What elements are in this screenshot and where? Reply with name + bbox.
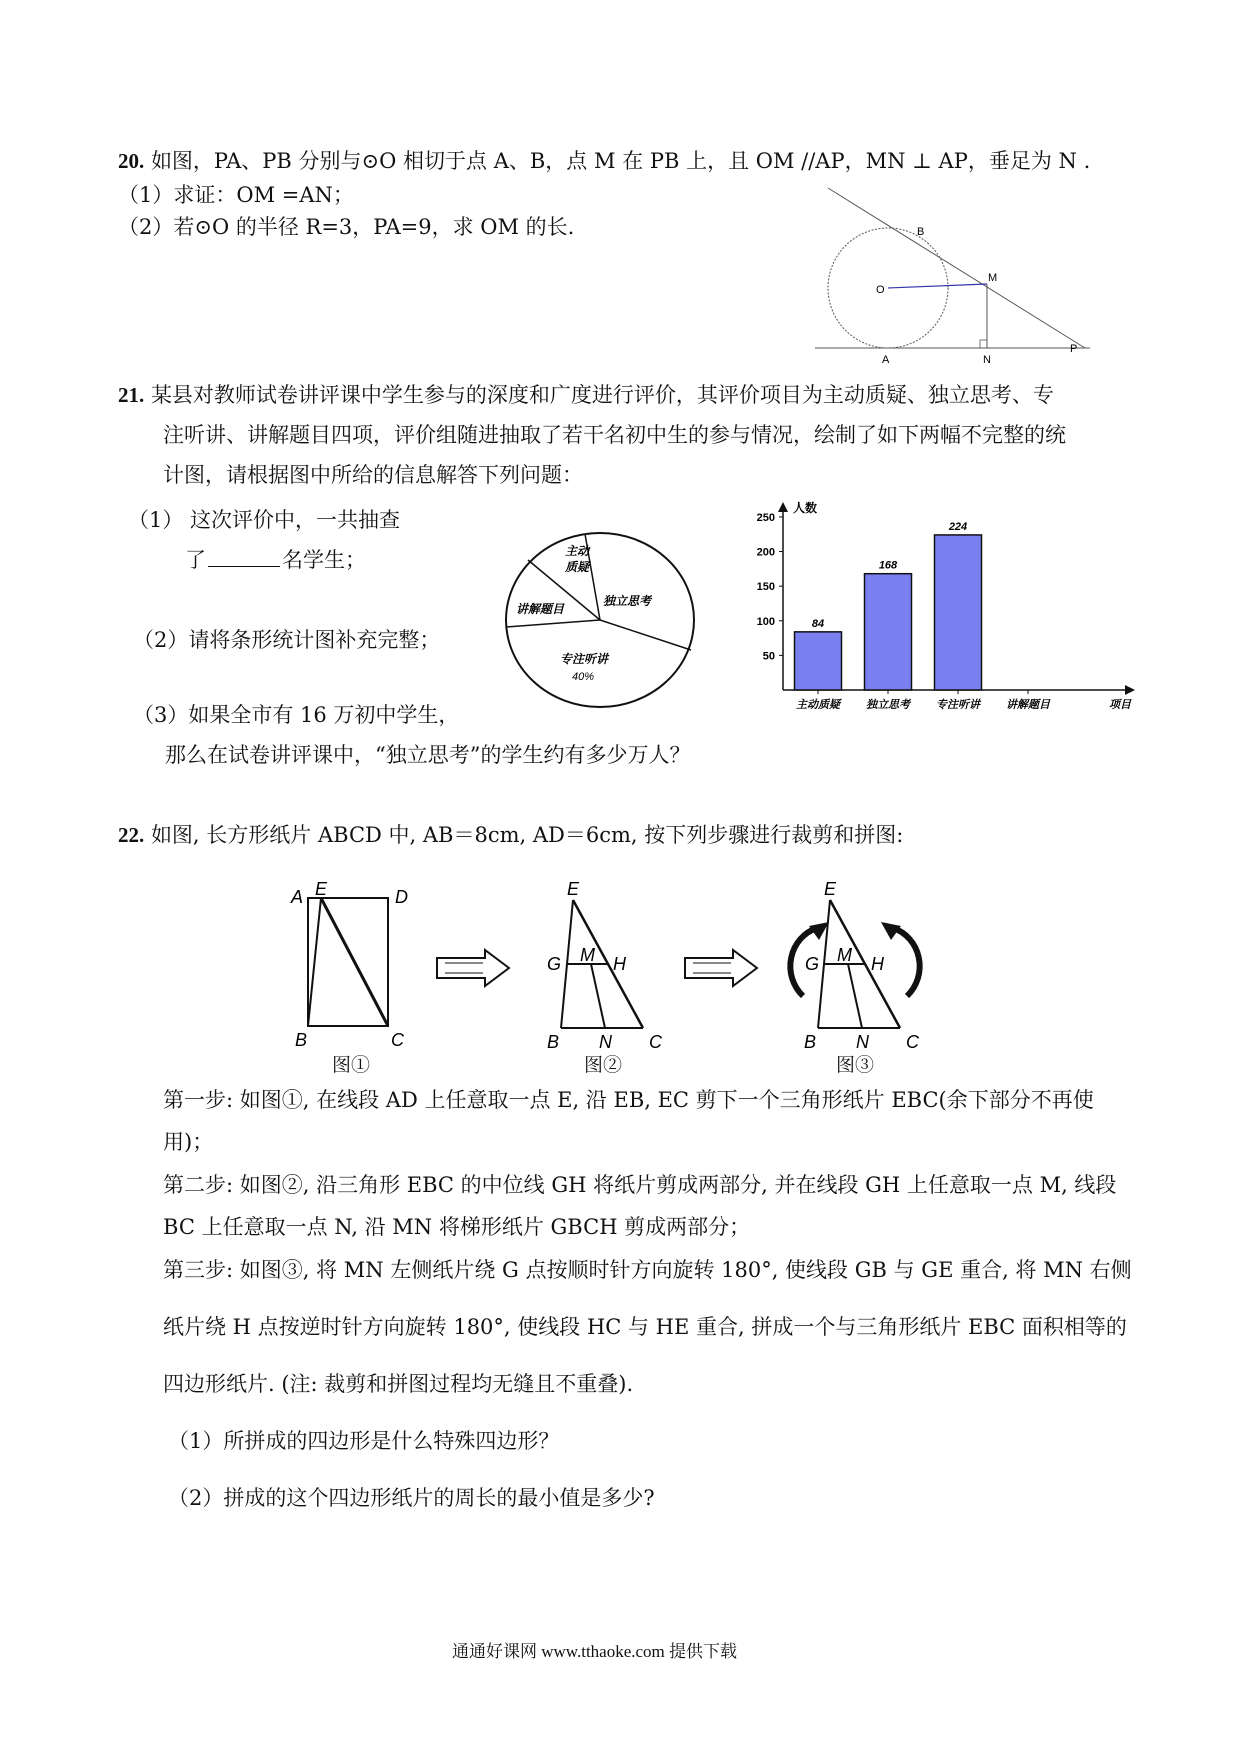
fig2-caption: 图② <box>584 1054 623 1076</box>
q22-step3b: 纸片绕 H 点按逆时针方向旋转 180°, 使线段 HC 与 HE 重合, 拼成一个与三角形纸片 EBC 面积相等的 <box>163 1315 1127 1339</box>
q21-line2: 注听讲、讲解题目四项，评价组随进抽取了若干名初中生的参与情况，绘制了如下两幅不完整的统 <box>163 423 1066 447</box>
bar-categories <box>796 690 1051 711</box>
fig2-label-E: E <box>567 879 580 899</box>
x-category-label: 专注听讲 <box>936 699 980 711</box>
bar <box>795 632 842 690</box>
bar <box>865 574 912 690</box>
q21-line3: 计图，请根据图中所给的信息解答下列问题： <box>163 463 583 487</box>
q20-sub2: （2）若⊙O 的半径 R=3，PA=9，求 OM 的长. <box>118 215 575 239</box>
q21-pie-chart <box>500 525 700 715</box>
bar-value-label: 224 <box>948 520 968 533</box>
fig3-label-G: G <box>805 954 820 974</box>
y-tick-label: 100 <box>756 615 775 628</box>
pie-label-s2: 独立思考 <box>603 594 652 608</box>
fig2-label-M: M <box>580 945 595 965</box>
q20-label-P: P <box>1070 343 1078 355</box>
bar-value-label: 168 <box>878 559 898 572</box>
q21-sub1a: （1） 这次评价中，一共抽查 <box>128 508 401 532</box>
q21-bar-chart <box>745 500 1135 725</box>
q22-step2b: BC 上任意取一点 N, 沿 MN 将梯形纸片 GBCH 剪成两部分； <box>163 1215 751 1239</box>
y-tick-label: 250 <box>756 511 775 524</box>
fig1-label-B: B <box>295 1030 308 1050</box>
pie-label-s3-pct: 40% <box>572 671 595 683</box>
fig3-label-M: M <box>837 945 852 965</box>
q22-figure-3 <box>775 878 935 1058</box>
fig2-label-B: B <box>547 1032 560 1052</box>
q22-step3a: 第三步: 如图③, 将 MN 左侧纸片绕 G 点按顺时针方向旋转 180°, 使线段 GB 与 GE 重合, 将 MN 右侧 <box>163 1258 1132 1282</box>
fig3-caption: 图③ <box>836 1054 875 1076</box>
q20-label-O: O <box>876 284 885 296</box>
q21-sub3b: 那么在试卷讲评课中，“独立思考”的学生约有多少万人？ <box>165 743 691 767</box>
q22-step2a: 第二步: 如图②, 沿三角形 EBC 的中位线 GH 将纸片剪成两部分, 并在线段 GH 上任意取一点 M, 线段 <box>163 1173 1117 1197</box>
fig1-caption: 图① <box>332 1054 371 1076</box>
rotate-counterclockwise-arc <box>893 928 920 996</box>
q20-label-A: A <box>882 354 890 365</box>
fig3-label-E: E <box>824 879 837 899</box>
fig1-label-C: C <box>391 1030 404 1050</box>
fig3-label-C: C <box>906 1032 919 1052</box>
pie-label-s4: 讲解题目 <box>516 602 565 616</box>
fig3-label-B: B <box>804 1032 817 1052</box>
q21-line1: 21. 某县对教师试卷讲评课中学生参与的深度和广度进行评价，其评价项目为主动质疑、独立思考、专 <box>118 383 1054 407</box>
q22-sub2: （2）拼成的这个四边形纸片的周长的最小值是多少? <box>168 1486 655 1510</box>
q22-figure-2 <box>533 878 678 1058</box>
pie-label-s1b: 质疑 <box>565 560 590 574</box>
x-category-label: 讲解题目 <box>1006 699 1050 711</box>
fig3-label-N: N <box>856 1032 869 1052</box>
q20-label-B: B <box>917 226 925 238</box>
right-arrow-icon <box>435 948 515 988</box>
q20-label-N: N <box>983 354 991 365</box>
y-tick-label: 200 <box>756 546 775 559</box>
q20-figure <box>810 180 1100 365</box>
q22-sub1: （1）所拼成的四边形是什么特殊四边形？ <box>168 1429 560 1453</box>
bar-ylabel: 人数 <box>793 501 818 515</box>
y-tick-label: 50 <box>762 650 775 663</box>
q22-step1a: 第一步: 如图①, 在线段 AD 上任意取一点 E, 沿 EB, EC 剪下一个三角形纸片 EBC(余下部分不再使 <box>163 1088 1094 1112</box>
pie-label-s3: 专注听讲 <box>560 652 609 666</box>
bar <box>935 535 982 690</box>
fig2-label-N: N <box>599 1032 612 1052</box>
fig1-label-D: D <box>395 887 408 907</box>
q22-figure-1 <box>283 878 428 1058</box>
y-tick-label: 150 <box>756 581 775 594</box>
bar-value-label: 84 <box>811 617 825 630</box>
right-arrow-icon <box>683 948 763 988</box>
page-footer: 通通好课网 www.tthaoke.com 提供下载 <box>452 1642 738 1661</box>
q22-line1: 22. 如图, 长方形纸片 ABCD 中, AB＝8cm, AD＝6cm, 按下列步骤进行裁剪和拼图: <box>118 823 904 847</box>
x-category-label: 主动质疑 <box>796 699 840 711</box>
pie-label-s1a: 主动 <box>565 544 590 558</box>
bar-xlabel: 项目 <box>1109 699 1131 711</box>
fig1-label-A: A <box>291 887 304 907</box>
q20-sub1: （1）求证：OM =AN； <box>118 183 354 207</box>
x-category-label: 独立思考 <box>866 699 910 711</box>
q21-sub2: （2）请将条形统计图补充完整； <box>133 628 441 652</box>
fig2-label-H: H <box>613 954 626 974</box>
bar-yticks <box>757 512 783 662</box>
fig3-label-H: H <box>871 954 884 974</box>
answer-blank <box>208 546 280 567</box>
q20-line1: 20. 如图，PA、PB 分别与⊙O 相切于点 A、B，点 M 在 PB 上，且 OM //AP，MN ⊥ AP，垂足为 N . <box>118 149 1091 173</box>
q21-sub3a: （3）如果全市有 16 万初中学生， <box>133 703 460 727</box>
fig1-label-E: E <box>315 879 328 899</box>
fig2-label-C: C <box>649 1032 662 1052</box>
q22-step3c: 四边形纸片. (注: 裁剪和拼图过程均无缝且不重叠). <box>163 1372 634 1396</box>
q21-sub1b: 了 名学生； <box>185 548 366 572</box>
fig2-label-G: G <box>547 954 562 974</box>
q22-step1b: 用)； <box>163 1130 214 1154</box>
q20-label-M: M <box>988 272 998 284</box>
bar-bars <box>795 521 982 690</box>
